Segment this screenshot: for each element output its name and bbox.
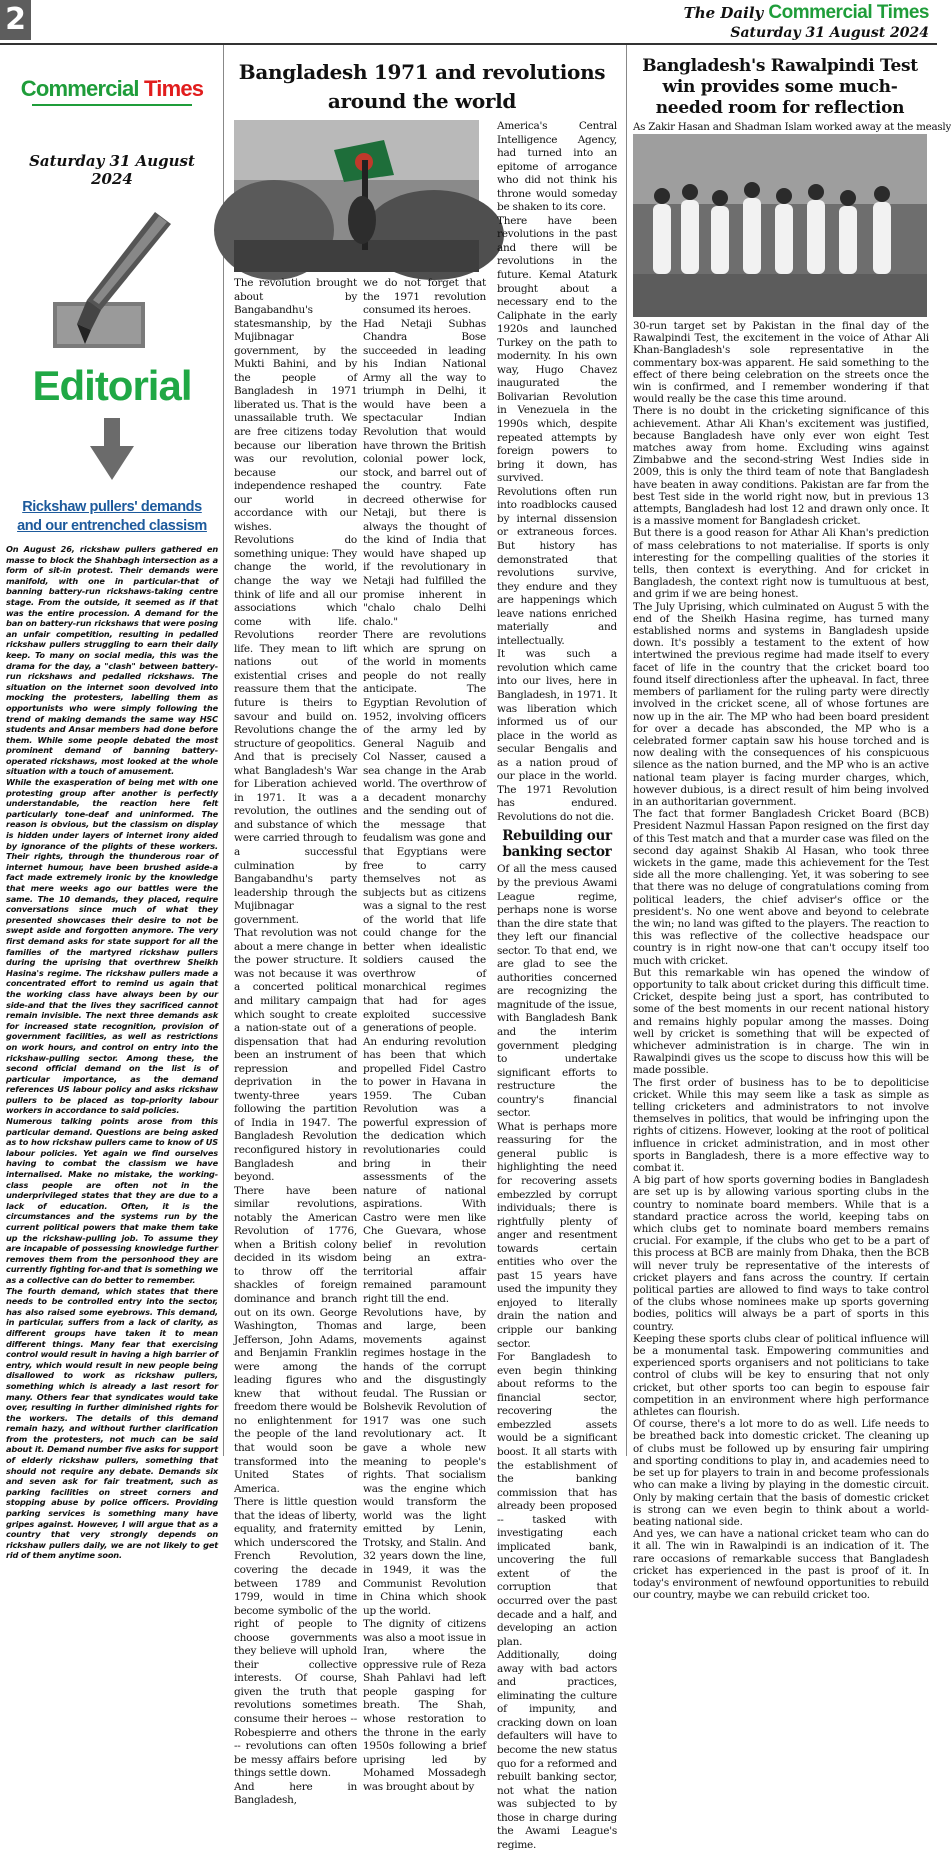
editorial-date: Saturday 31 August 2024 (29, 152, 195, 188)
paragraph: An enduring revolution has been that which propelled Fidel Castro to power in Havana in 1959. The Cuban Revolution was a powerful expression of the dedication which revolutionaries could bring in their assessments of the nature of national aspirations. With Castro were men like Che Guevara, whose belief in revolution being an extra-territorial affair remained paramount right till the end. (363, 1035, 486, 1306)
editorial-logo (6, 76, 218, 102)
arrow-down-icon (90, 418, 134, 480)
paragraph: Additionally, doing away with bad actors and practices, eliminating the culture of impunity, and cracking down on loan defaulters will have to become the new status quo for a reformed and rebuilt banking sector, not what the nation was subjected to by those in charge during the Awami League's regime. (497, 1649, 617, 1851)
paragraph: There is no doubt in the cricketing significance of this achievement. Athar Ali Khan's excitement was justified, because Bangladesh have only ever won eight Test matches away from home. Excluding wins against Zimbabwe and the second-string West Indies side in 2009, this is only the third team of note that Bangladesh have beaten in away conditions. Pakistan are far from the best Test side in the world right now, but in previous 13 attempts, Bangladesh had lost 12 and drawn only once. It is a massive moment for Bangladesh cricket. (633, 405, 929, 528)
paragraph: And yes, we can have a national cricket team who can do it all. The win in Rawalpindi is an indication of it. The rare occasions of remarkable success that Bangladesh cricket has experienced in the past is proof of it. In today's environment of newfound opportunities to rebuild our country, maybe we can rebuild cricket too. (633, 1528, 929, 1602)
editorial-headline: Rickshaw pullers' demands and our entrenched classism (17, 499, 207, 534)
paragraph: There is little question that the ideas of liberty, equality, and fraternity which underscored the French Revolution, covering the decade between 1789 and 1799, would in time become symbolic of the right of people to choose governments they believe will uphold their collective interests. Of course, given the truth that revolutions sometimes consume their heroes -- Robespierre and others -- revolutions can often be messy affairs before things settle down. (234, 1496, 357, 1780)
logo-part1: Commercial (20, 76, 139, 101)
editorial-paragraph: Numerous talking points arose from this particular demand. Questions are being asked as to how rickshaw pullers came to know of US labour policies. Yet again we find ourselves having to combat the classism we have internalised. Make no mistake, the working-class people are often not in the underprivileged states that they are due to a lack of education. Often, it is the circumstances and the systems run by the current political powers that make them take up the rickshaw-pulling job. To assume they are incapable of possessing knowledge further removes them from the personhood they are currently fighting for-and that is something we as a collective can do better to remember. (6, 1116, 218, 1285)
paragraph: America's Central Intelligence Agency, had turned into an epitome of arrogance who did not think his throne would someday be shaken to its core. (497, 120, 617, 214)
cricket-team-photo (633, 134, 927, 317)
article-1971-column-2 (363, 277, 486, 1793)
paragraph: And that is precisely what Bangladesh's War for Liberation achieved in 1971. It was a revolution, the outlines and substance of which were carried through to a successful culmination by Bangabandhu's party leadership through the Mujibnagar government. (234, 751, 357, 926)
paragraph: There have been revolutions in the past and there will be revolutions in the future. Kemal Ataturk brought about a necessary end to the Caliphate in the early 1920s and launched Turkey on the path to modernity. In his own way, Hugo Chavez inaugurated the Bolivarian Revolution in Venezuela in the 1990s which, despite repeated attempts by foreign powers to bring it down, has survived. (497, 214, 617, 485)
paragraph: For Bangladesh to even begin thinking about reforms to the financial sector, recovering the embezzled assets would be a significant boost. It all starts with the establishment of the banking commission that has already been proposed -- tasked with investigating each implicated bank, uncovering the full extent of the corruption that occurred over the past decade and a half, and developing an action plan. (497, 1351, 617, 1648)
header-date: Saturday 31 August 2024 (730, 25, 929, 41)
masthead-name: Commercial Times (768, 2, 929, 23)
cricket-intro (633, 121, 951, 135)
editorial-body (6, 544, 218, 1561)
paragraph: The fact that former Bangladesh Cricket Board (BCB) President Nazmul Hassan Papon resigned on the first day of this Test match and that a murder case was filed on the second day against Shakib Al Hasan, who took three wickets in the game, made this achievement for the Test side all the more challenging. Yet, it was sobering to see that there was no deluge of congratulations coming from political leaders, the chief adviser's office or the president's. No one went above and beyond to celebrate the win; no land was gifted to the players. The reaction to this was reflective of the collective headspace our country is in right now-one that can't occupy itself too much with cricket. (633, 808, 929, 967)
paragraph: The July Uprising, which culminated on August 5 with the end of the Sheikh Hasina regime, has turned many established norms and systems in Bangladesh upside down. It's possibly a testament to the extent of how intertwined the previous regime had made itself to every facet of life in the country that the cricket board too found itself directionless after the upheaval. In fact, three members of parliament for the ruling party were directly involved in the cricket scene, all of whose fortunes are now up in the air. The MP who had been board president for over a decade has absconded, the MP who is a celebrated former captain saw his house torched and is now dealing with the consequences of his conspicuous silence as the nation burned, and the MP who is an active national team player is facing murder charges, which, however dubious, is a direct result of him being involved in an authoritarian government. (633, 600, 929, 808)
paragraph: 30-run target set by Pakistan in the final day of the Rawalpindi Test, the excitement in the voice of Athar Ali Khan-Bangladesh's sole representative in the commentary box-was apparent. He said something to the effect of there being celebration on the streets once the win is confirmed, and I remember wondering if that would really be the case this time around. (633, 320, 929, 406)
paragraph: Revolutions have, by and large, been movements against regimes hostage in the hands of the corrupt and the disgustingly feudal. The Russian or Bolshevik Revolution of 1917 was one such revolutionary act. It gave a whole new meaning to people's rights. That socialism was the engine which would transform the world was the light emitted by Lenin, Trotsky, and Stalin. And 32 years down the line, in 1949, it was the Communist Revolution in China which shook up the world. (363, 1306, 486, 1617)
paragraph: The revolution brought about by Bangabandhu's statesmanship, by the Mujibnagar government, by the Mukti Bahini, and by the people of Bangladesh in 1971 liberated us. That is the unassailable truth. We are free citizens today because our liberation was our revolution, because our independence reshaped our world in accordance with our wishes. (234, 277, 357, 533)
paragraph: It was such a revolution which came into our lives, here in Bangladesh, in 1971. It was liberation which informed us of our place in the world as secular Bengalis and as a nation proud of our place in the world. The 1971 Revolution has endured. Revolutions do not die. (497, 648, 617, 823)
article-cricket-headline: Bangladesh's Rawalpindi Test win provides some much-needed room for reflection (642, 56, 918, 118)
paragraph: A big part of how sports governing bodies in Bangladesh are set up is by allowing various sporting clubs in the country to nominate board members. While that is a standard practice across the world, keeping tabs on which clubs get to nominate board members remains crucial. For example, if the clubs who get to be a part of this process at BCB are mainly from Dhaka, then the BCB will never truly be representative of the interests of cricket players and fans across the country. If certain political parties are allowed to find ways to take control of the clubs whose nominees make up sports governing bodies, politics will always be a part of sports in this country. (633, 1174, 929, 1333)
paragraph: Had Netaji Subhas Chandra Bose succeeded in leading his Indian National Army all the way to triumph in Delhi, it would have been a spectacular Indian Revolution that would have thrown the British colonial power lock, stock, and barrel out of the country. Fate decreed otherwise for Netaji, but there is always the thought of the kind of India that would have shaped up if the revolutionary in Netaji had fulfilled the promise inherent in "chalo chalo Delhi chalo." (363, 317, 486, 628)
logo-part2: Times (144, 76, 204, 101)
section-label: Editorial (32, 362, 192, 409)
paragraph: There have been similar revolutions, notably the American Revolution of 1776, when a British colony decided in its wisdom to throw off the shackles of foreign dominance and branch out on its own. George Washington, Thomas Jefferson, John Adams, and Benjamin Franklin were among the leading figures who knew that without freedom there would be no enlightenment for the people of the land that would soon be transformed into the United States of America. (234, 1184, 357, 1495)
paragraph: Keeping these sports clubs clear of political influence will be a monumental task. Empowering communities and experienced sports organisers and not politicians to take control of clubs will be key to ensuring that not only cricket, but other sports too can begin to espouse fair competition in an environment where high performance athletes can flourish. (633, 1332, 929, 1419)
editorial-paragraph: On August 26, rickshaw pullers gathered en masse to block the Shahbagh intersection as a form of sit-in protest. Their demands were manifold, with one in particular-that of banning battery-run rickshaws-taking centre stage. From the outside, it seemed as if that was the entire procession. A demand for the ban on battery-run rickshaws that were posing an unfair competition, resulting in pedalled rickshaw pullers struggling to earn their daily keep. To many on social media, this was the drama for the day, a "clash" between battery-run rickshaws and pedalled rickshaws. The situation on the internet soon devolved into mocking the protesters, labelling them as opportunists who were simply following the trend of making demands the same way HSC students and Ansar members had done before them. While some people debated the most prominent demand of banning battery-operated rickshaws, most looked at the whole situation with a touch of amusement. (6, 544, 218, 777)
editorial-paragraph: The fourth demand, which states that there needs to be controlled entry into the sector, has also raised some eyebrows. This demand, in particular, suffers from a lack of clarity, as different groups have taken it to mean different things. Many fear that exercising control would result in having a high barrier of entry, which would result in new people being disallowed to work as rickshaw pullers, something which is already a last resort for many. Others fear that syndicates would take over, resulting in further diminished rights for the workers. The details of this demand remain hazy, and without further clarification from the protesters, not much can be said about it. Demand number five asks for support of elderly rickshaw pullers, something that should not require any debate. Demands six and seven ask for fair treatment, such as parking facilities on street corners and stopping abuse by police officers. Providing parking services is something many have gripes against. However, I will argue that as a country that very strongly depends on rickshaw pullers daily, we are not likely to get rid of them anytime soon. (6, 1285, 218, 1561)
banking-headline: Rebuilding our banking sector (502, 828, 612, 861)
logo-underline (32, 104, 192, 106)
paragraph: we do not forget that the 1971 revolution consumed its heroes. (363, 277, 486, 317)
masthead (684, 2, 929, 41)
pen-icon (47, 206, 177, 356)
paragraph: But there is a good reason for Athar Ali Khan's prediction of mass celebrations to not materialise. If sports is only interesting for the compelling qualities of the stories it tells, then context is everything. And for cricket in Bangladesh, the context right now is tumultuous at best, and grim if we are being honest. (633, 527, 929, 601)
protest-photo (234, 120, 479, 272)
paragraph: But this remarkable win has opened the window of opportunity to talk about cricket during this difficult time. Cricket, despite being just a sport, has contributed to some of the best moments in our recent national history and remains highly popular among the masses. Doing well by cricket is something that will be expected of whichever administration is in charge. The win in Rawalpindi gives us the scope to discuss how this will be made possible. (633, 966, 929, 1077)
paragraph: The dignity of citizens was also a moot issue in Iran, where the oppressive rule of Reza Shah Pahlavi had left people gasping for breath. The Shah, whose restoration to the throne in the early 1950s following a brief uprising led by Mohamed Mossadegh was brought about by (363, 1618, 486, 1793)
paragraph: Of course, there's a lot more to do as well. Life needs to be breathed back into domestic cricket. The cleaning up of clubs must be followed up by ensuring fair umpiring and sporting conditions to play in, and academies need to be set up for players to train in and become professionals who can make a living by playing in the domestic circuit. Only by making certain that the basis of domestic cricket is strong can we even begin to think about a world-beating national side. (633, 1418, 929, 1528)
paragraph: Revolutions often run into roadblocks caused by internal dissension or extraneous forces. But history has demonstrated that revolutions survive, they endure and they are happenings which leave nations enriched materially and intellectually. (497, 485, 617, 647)
paragraph: What is perhaps more reassuring for the general public is highlighting the need for recovering assets embezzled by corrupt individuals; there is rightfully plenty of anger and resentment towards certain entities who over the past 15 years have used the impunity they enjoyed to literally drain the nation and cripple our banking sector. (497, 1120, 617, 1350)
article-cricket-body (633, 320, 929, 1602)
page-number: 2 (0, 0, 31, 40)
paragraph: That revolution was not about a mere change in the power structure. It was not because it was a concerted political and military campaign which sought to create a nation-state out of a dispensation that had been an instrument of repression and deprivation in the twenty-three years following the partition of India in 1947. The Bangladesh Revolution reconfigured history in Bangladesh and beyond. (234, 927, 357, 1184)
header-rule (0, 43, 937, 45)
paragraph: Revolutions do something unique: They change the world, change the way we think of life and all our associations which come with life. Revolutions reorder life. They mean to lift nations out of existential crises and reassure them that the future is theirs to savour and build on. Revolutions change the structure of geopolitics. (234, 534, 357, 750)
paragraph: As Zakir Hasan and Shadman Islam worked away at the measly (633, 121, 951, 133)
article-1971-column-1 (234, 277, 357, 1807)
masthead-daily: The Daily (683, 4, 764, 22)
editorial-paragraph: While the exasperation of being met with one protesting group after another is perfectly understandable, the reaction here felt particularly tone-deaf and uninformed. The reason is obvious, but the classism on display is hidden under layers of internet irony aided by ignorance of the plights of these workers. Their rights, through the thunderous roar of internet humour, have been brushed aside-a fact made extremely ironic by the knowledge that mere weeks ago our battles were the same. The 10 demands, they placed, require conversations since much of what they presented showcases their desire to not be swept aside and forgotten anymore. The very first demand asks for state support for all the families of the martyred rickshaw pullers during the uprising that overthrew Sheikh Hasina's regime. The rickshaw pullers made a concentrated effort to remind us again that the working class have always been by our side-and that the lives they sacrificed cannot remain invisible. The next three demands ask for increased state recognition, provision of government facilities, as well as restrictions on work hours, and control on entry into the rickshaw-pulling sector. Among these, the second official demand on the list is of particular importance, as the demand references US labour policy and asks rickshaw pullers to be placed as top-priority labour workers in accordance to said policies. (6, 777, 218, 1116)
article-1971-column-3 (497, 120, 617, 1851)
paragraph: The first order of business has to be to depoliticise cricket. While this may seem like a task as simple as telling cricketers and administrators to not involve themselves in politics, that would be infringing upon the rights of citizens. However, looking at the root of political influence in cricket administration, and in most other sports in Bangladesh, there is a more effective way to combat it. (633, 1076, 929, 1175)
paragraph: And here in Bangladesh, (234, 1780, 357, 1807)
article-1971-headline: Bangladesh 1971 and revolutions around the world (238, 60, 606, 113)
paragraph: There are revolutions which are sprung on the world in moments people do not really anticipate. The Egyptian Revolution of 1952, involving officers of the army led by General Naguib and Col Nasser, caused a sea change in the Arab world. The overthrow of a decadent monarchy and the sending out of the message that feudalism was gone and that Egyptians were free to carry themselves not as subjects but as citizens was a signal to the rest of the world that life could change for the better when idealistic soldiers caused the overthrow of monarchical regimes that had for ages exploited successive generations of people. (363, 629, 486, 1035)
column-divider (626, 45, 627, 1456)
editorial-column (6, 64, 218, 1561)
paragraph: Of all the mess caused by the previous Awami League regime, perhaps none is worse than the dire state that they left our financial sector. To that end, we are glad to see the authorities concerned are recognizing the magnitude of the issue, with Bangladesh Bank and the interim government pledging to undertake significant efforts to restructure the country's financial sector. (497, 863, 617, 1120)
